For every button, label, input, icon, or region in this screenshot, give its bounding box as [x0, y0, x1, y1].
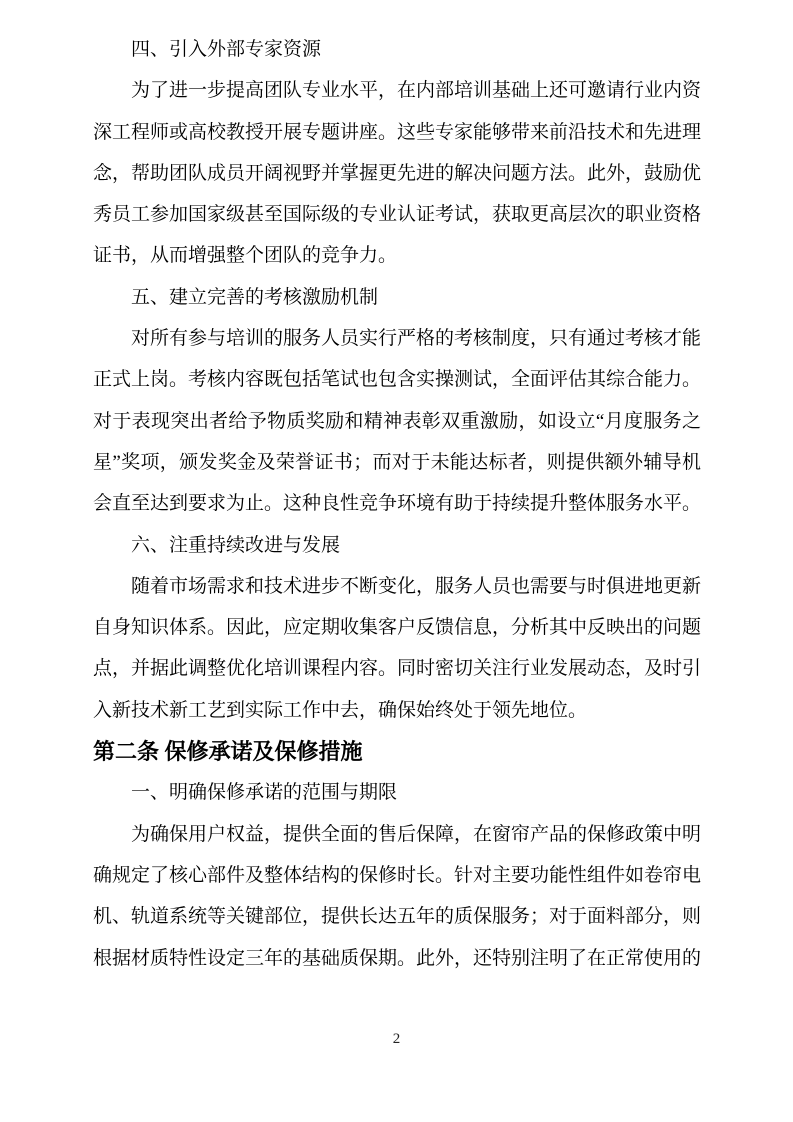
- section-subheading-5: 五、建立完善的考核激励机制: [131, 286, 379, 308]
- section-subheading-4: 四、引入外部专家资源: [131, 39, 322, 60]
- body-paragraph: 为确保用户权益，提供全面的售后保障，在窗帘产品的保修政策中明确规定了核心部件及整体结构的保修时长。针对主要功能性组件如卷帘电机、轨道系统等关键部位，提供长达五年的质保服务；对于面料部分，则根据材质特性设定三年的基础质保期。此外，还特别注明了在正常使用的: [93, 823, 702, 969]
- article-heading: 第二条 保修承诺及保修措施: [93, 739, 363, 765]
- document-body: [93, 29, 701, 979]
- body-paragraph: 为了进一步提高团队专业水平，在内部培训基础上还可邀请行业内资深工程师或高校教授开展专题讲座。这些专家能够带来前沿技术和先进理念，帮助团队成员开阔视野并掌握更先进的解决问题方法。此外，鼓励优秀员工参加国家级甚至国际级的专业认证考试，获取更高层次的职业资格证书，从而增强整个团队的竞争力。: [93, 80, 702, 267]
- section-subheading-1: 一、明确保修承诺的范围与期限: [131, 782, 398, 804]
- body-paragraph: 对所有参与培训的服务人员实行严格的考核制度，只有通过考核才能正式上岗。考核内容既包括笔试也包含实操测试，全面评估其综合能力。对于表现突出者给予物质奖励和精神表彰双重激励，如设立“月度服务之星”奖项，颁发奖金及荣誉证书；而对于未能达标者，则提供额外辅导机会直至达到要求为止。这种良性竞争环境有助于持续提升整体服务水平。: [93, 328, 702, 515]
- section-subheading-6: 六、注重持续改进与发展: [131, 534, 341, 556]
- page-number: 2: [392, 1031, 401, 1047]
- page-footer: [0, 1028, 793, 1050]
- body-paragraph: 随着市场需求和技术进步不断变化，服务人员也需要与时俱进地更新自身知识体系。因此，应定期收集客户反馈信息，分析其中反映出的问题点，并据此调整优化培训课程内容。同时密切关注行业发展动态，及时引入新技术新工艺到实际工作中去，确保始终处于领先地位。: [93, 575, 702, 721]
